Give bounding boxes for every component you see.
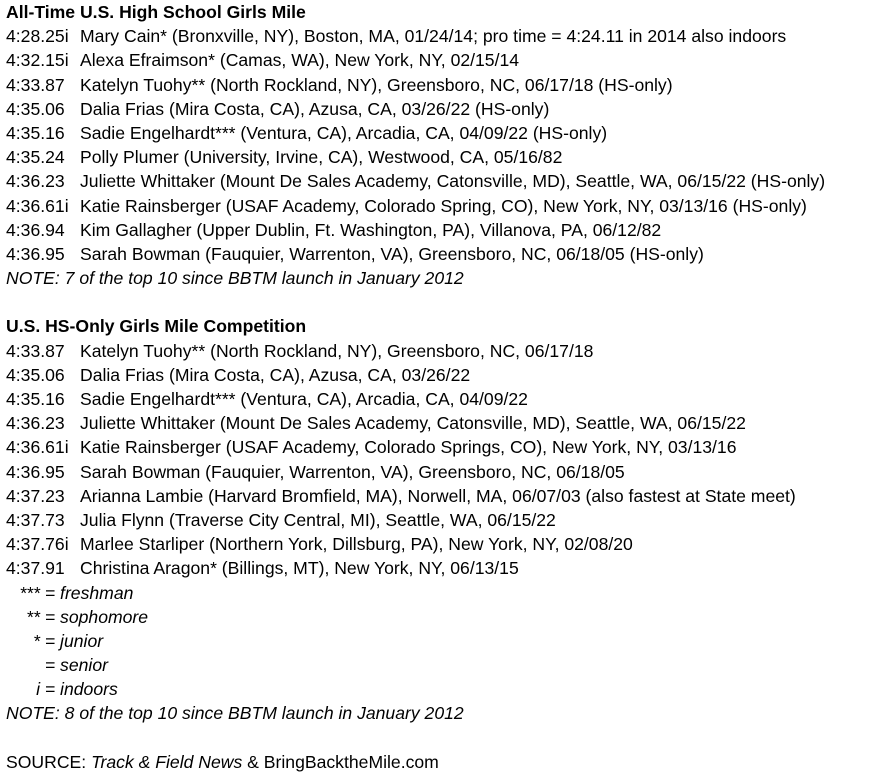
table-row: [6, 556, 888, 580]
row-time: 4:33.87: [6, 340, 65, 361]
row-time: 4:35.16: [6, 122, 65, 143]
row-text: Dalia Frias (Mira Costa, CA), Azusa, CA, 03/26/22 (HS-only): [80, 98, 550, 119]
row-text: Katie Rainsberger (USAF Academy, Colorado Spring, CO), New York, NY, 03/13/16 (HS-only): [80, 195, 807, 216]
row-text: Juliette Whittaker (Mount De Sales Academy, Catonsville, MD), Seattle, WA, 06/15/22: [80, 413, 746, 434]
legend-meaning: = junior: [44, 630, 104, 651]
row-time: 4:36.95: [6, 243, 65, 264]
row-time: 4:37.76i: [6, 534, 69, 555]
source-prefix: SOURCE:: [6, 751, 92, 772]
row-text: Sadie Engelhardt*** (Ventura, CA), Arcadia, CA, 04/09/22 (HS-only): [80, 122, 608, 143]
table-row: [6, 339, 888, 363]
section1-note: NOTE: 7 of the top 10 since BBTM launch in January 2012: [6, 268, 464, 289]
row-text: Marlee Starliper (Northern York, Dillsburg, PA), New York, NY, 02/08/20: [80, 534, 633, 555]
row-time: 4:36.23: [6, 171, 65, 192]
section1-title: All-Time U.S. High School Girls Mile: [6, 2, 306, 22]
table-row: [6, 121, 888, 145]
table-row: [6, 363, 888, 387]
row-time: 4:37.23: [6, 485, 65, 506]
row-text: Christina Aragon* (Billings, MT), New York, NY, 06/13/15: [80, 558, 519, 579]
legend-meaning: = indoors: [44, 679, 118, 700]
spacer: [6, 726, 888, 750]
spacer: [6, 290, 888, 314]
section2-note: NOTE: 8 of the top 10 since BBTM launch in January 2012: [6, 703, 464, 724]
row-text: Mary Cain* (Bronxville, NY), Boston, MA, 01/24/14; pro time = 4:24.11 in 2014 also indoors: [80, 26, 787, 47]
row-text: Arianna Lambie (Harvard Bromfield, MA), Norwell, MA, 06/07/03 (also fastest at State meet): [80, 485, 796, 506]
legend-item: [6, 629, 888, 653]
row-time: 4:36.61i: [6, 437, 69, 458]
source-line: [6, 750, 888, 774]
row-time: 4:36.61i: [6, 195, 69, 216]
table-row: [6, 532, 888, 556]
source-site: BringBacktheMile.com: [263, 751, 439, 772]
row-text: Dalia Frias (Mira Costa, CA), Azusa, CA, 03/26/22: [80, 364, 471, 385]
legend-symbol: *: [33, 630, 40, 651]
legend-symbol: **: [26, 606, 40, 627]
row-time: 4:35.16: [6, 389, 65, 409]
row-time: 4:33.87: [6, 74, 65, 95]
row-time: 4:37.91: [6, 558, 65, 579]
table-row: [6, 484, 888, 508]
row-text: Katelyn Tuohy** (North Rockland, NY), Greensboro, NC, 06/17/18: [80, 340, 594, 361]
table-row: [6, 73, 888, 97]
row-time: 4:36.94: [6, 219, 65, 240]
row-text: Sadie Engelhardt*** (Ventura, CA), Arcadia, CA, 04/09/22: [80, 389, 528, 409]
row-time: 4:35.06: [6, 364, 65, 385]
table-row: [6, 97, 888, 121]
table-row: [6, 194, 888, 218]
row-text: Katelyn Tuohy** (North Rockland, NY), Greensboro, NC, 06/17/18 (HS-only): [80, 74, 673, 95]
table-row: [6, 145, 888, 169]
row-time: 4:36.95: [6, 461, 65, 482]
row-text: Julia Flynn (Traverse City Central, MI), Seattle, WA, 06/15/22: [80, 509, 556, 530]
table-row: [6, 460, 888, 484]
legend-meaning: = sophomore: [44, 606, 149, 627]
table-row: [6, 387, 888, 411]
row-time: 4:37.73: [6, 509, 65, 530]
table-row: [6, 508, 888, 532]
legend-item: [6, 653, 888, 677]
section2-title: U.S. HS-Only Girls Mile Competition: [6, 316, 307, 337]
table-row: [6, 169, 888, 193]
legend-meaning: = senior: [44, 655, 108, 676]
legend-item: [6, 605, 888, 629]
row-text: Sarah Bowman (Fauquier, Warrenton, VA), Greensboro, NC, 06/18/05: [80, 461, 625, 482]
row-text: Katie Rainsberger (USAF Academy, Colorado Springs, CO), New York, NY, 03/13/16: [80, 437, 737, 458]
table-row: [6, 411, 888, 435]
row-time: 4:28.25i: [6, 26, 69, 47]
table-row: [6, 24, 888, 48]
table-row: [6, 242, 888, 266]
legend-item: [6, 581, 888, 605]
table-row: [6, 48, 888, 72]
legend-item: [6, 677, 888, 701]
row-text: Sarah Bowman (Fauquier, Warrenton, VA), Greensboro, NC, 06/18/05 (HS-only): [80, 243, 704, 264]
row-text: Juliette Whittaker (Mount De Sales Academy, Catonsville, MD), Seattle, WA, 06/15/22 (HS-only): [80, 171, 826, 192]
legend-symbol: i: [36, 679, 40, 700]
row-time: 4:35.06: [6, 98, 65, 119]
table-row: [6, 218, 888, 242]
legend-symbol: ***: [19, 582, 40, 603]
row-text: Polly Plumer (University, Irvine, CA), Westwood, CA, 05/16/82: [80, 147, 563, 168]
row-time: 4:36.23: [6, 413, 65, 434]
legend-meaning: = freshman: [44, 582, 134, 603]
row-time: 4:32.15i: [6, 50, 69, 71]
row-text: Kim Gallagher (Upper Dublin, Ft. Washington, PA), Villanova, PA, 06/12/82: [80, 219, 662, 240]
row-time: 4:35.24: [6, 147, 65, 168]
source-joiner: &: [242, 751, 264, 772]
source-publication: Track & Field News: [91, 751, 243, 772]
row-text: Alexa Efraimson* (Camas, WA), New York, NY, 02/15/14: [80, 50, 520, 71]
table-row: [6, 435, 888, 459]
